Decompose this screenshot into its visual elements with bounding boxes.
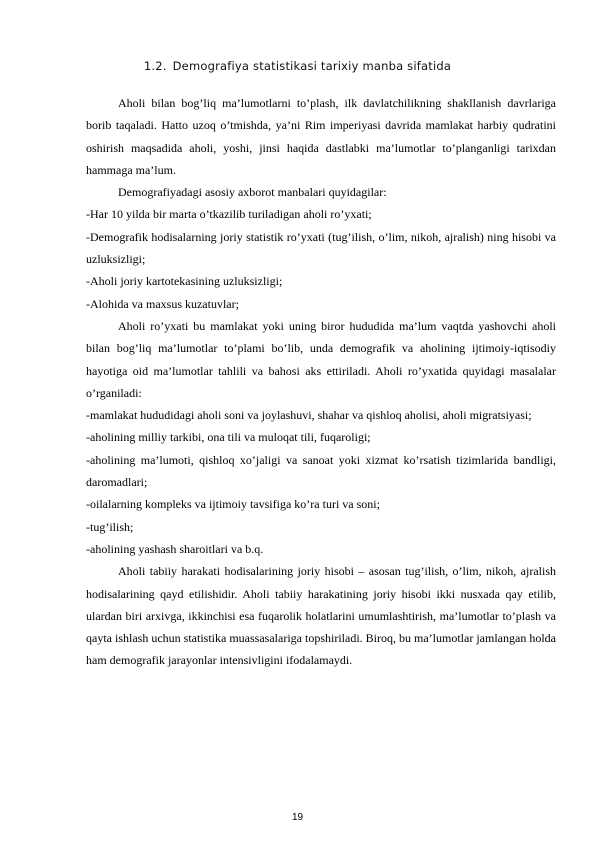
list-item: -aholining ma’lumoti, qishloq xo’jaligi va sanoat yoki xizmat ko’rsatish tizimlarida bandligi, daromadlari; bbox=[86, 452, 556, 490]
paragraph: Aholi bilan bog’liq ma’lumotlarni to’plash, ilk davlatchilikning shakllanish davrlariga borib taqaladi. Hatto uzoq o’tmishda, ya’ni Rim imperiyasi davrida mamlakat harbiy qudratini oshirish maqsadida aholi, yoshi, jinsi haqida dastlabki ma’lumotlar to’planganligi tarixdan hammaga ma’lum. bbox=[86, 96, 556, 177]
paragraph: Aholi ro’yxati bu mamlakat yoki uning biror hududida ma’lum vaqtda yashovchi aholi bilan bog’liq ma’lumotlar to’plami bo’lib, unda demografik va aholining ijtimoiy-iqtisodiy hayotiga oid ma’lumotlar tahlili va bahosi aks ettiriladi. Aholi ro’yxatida quyidagi masalalar o’rganiladi: bbox=[86, 318, 556, 400]
paragraph: Aholi tabiiy harakati hodisalarining joriy hisobi – asosan tug’ilish, o’lim, nikoh, ajralish hodisalarining qayd etilishidir. Aholi tabiiy harakatining joriy hisobi ikki nusxada qay etilib, ulardan biri arxivga, ikkinchisi esa fuqarolik holatlarini umumlashtirish, ma’lumotlar to’plash va qayta ishlash uchun statistika muassasalariga topshiriladi. Biroq, bu ma’lumotlar jamlangan holda ham demografik jarayonlar intensivligini ifodalamaydi. bbox=[86, 564, 556, 668]
list-item: -aholining milliy tarkibi, ona tili va muloqat tili, fuqaroligi; bbox=[86, 430, 371, 445]
page-number: 19 bbox=[291, 812, 304, 823]
list-item: -aholining yashash sharoitlari va b.q. bbox=[86, 541, 264, 556]
list-item: -Alohida va maxsus kuzatuvlar; bbox=[86, 296, 239, 311]
body-text bbox=[86, 92, 556, 672]
section-heading bbox=[0, 59, 595, 73]
section-number: 1.2. bbox=[143, 59, 167, 73]
list-item: -mamlakat hududidagi aholi soni va joylashuvi, shahar va qishloq aholisi, aholi migratsiyasi; bbox=[86, 408, 532, 423]
list-item: -Demografik hodisalarning joriy statistik ro’yxati (tug’ilish, o’lim, nikoh, ajralish) ning hisobi va uzluksizligi; bbox=[86, 229, 556, 267]
list-item: -tug’ilish; bbox=[86, 519, 134, 534]
list-item: -oilalarning kompleks va ijtimoiy tavsifiga ko’ra turi va soni; bbox=[86, 497, 380, 512]
paragraph: Demografiyadagi asosiy axborot manbalari quyidagilar: bbox=[118, 185, 387, 200]
list-item: -Aholi joriy kartotekasining uzluksizligi; bbox=[86, 274, 283, 289]
section-title: Demografiya statistikasi tarixiy manba sifatida bbox=[172, 59, 452, 73]
list-item: -Har 10 yilda bir marta o’tkazilib turiladigan aholi ro’yxati; bbox=[86, 207, 372, 222]
